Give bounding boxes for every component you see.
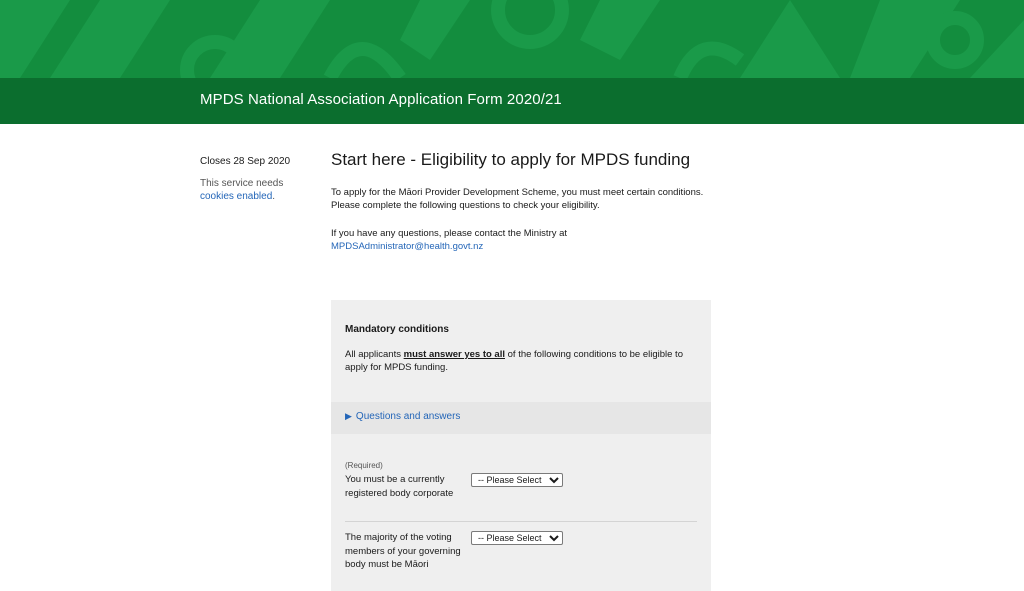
page-title: MPDS National Association Application Form 2020/21	[200, 91, 562, 108]
questions-answers-label: Questions and answers	[355, 411, 461, 422]
cookies-enabled-link[interactable]: cookies enabled	[200, 191, 273, 202]
closing-date: Closes 28 Sep 2020	[200, 156, 291, 167]
panel-instructions	[345, 348, 697, 374]
contact-text	[331, 227, 711, 253]
registered-body-select[interactable]	[471, 473, 563, 487]
question-divider	[345, 521, 697, 522]
contact-prefix: If you have any questions, please contact the Ministry at	[331, 228, 568, 239]
questions-answers-toggle[interactable]	[345, 411, 460, 422]
sidebar	[200, 156, 310, 203]
header-banner	[0, 0, 1024, 78]
instructions-emphasis: must answer yes to all	[403, 349, 505, 360]
instructions-text-after: of the following conditions to be eligible to apply for MPDS funding.	[345, 349, 683, 373]
koru-pattern	[0, 0, 1024, 78]
instructions-text-before: All applicants	[345, 349, 404, 360]
contact-email-link[interactable]: MPDSAdministrator@health.govt.nz	[331, 241, 484, 252]
section-heading: Start here - Eligibility to apply for MPDS funding	[331, 150, 691, 169]
required-label: (Required)	[345, 461, 383, 470]
cookie-notice-text: This service needs	[200, 178, 284, 189]
intro-text: To apply for the Māori Provider Development Scheme, you must meet certain conditions. Please complete the following questions to check your eligibility.	[331, 187, 704, 211]
cookie-notice-period: .	[272, 191, 276, 202]
cookie-notice	[200, 177, 310, 203]
triangle-right-icon: ▶	[345, 411, 352, 421]
question-registered-body-label: You must be a currently registered body corporate	[345, 474, 454, 499]
governing-body-select[interactable]	[471, 531, 563, 545]
panel-heading: Mandatory conditions	[345, 324, 449, 335]
question-governing-body-label: The majority of the voting members of your governing body must be Māori	[345, 532, 461, 570]
main-content	[331, 150, 711, 253]
title-bar	[0, 78, 1024, 124]
